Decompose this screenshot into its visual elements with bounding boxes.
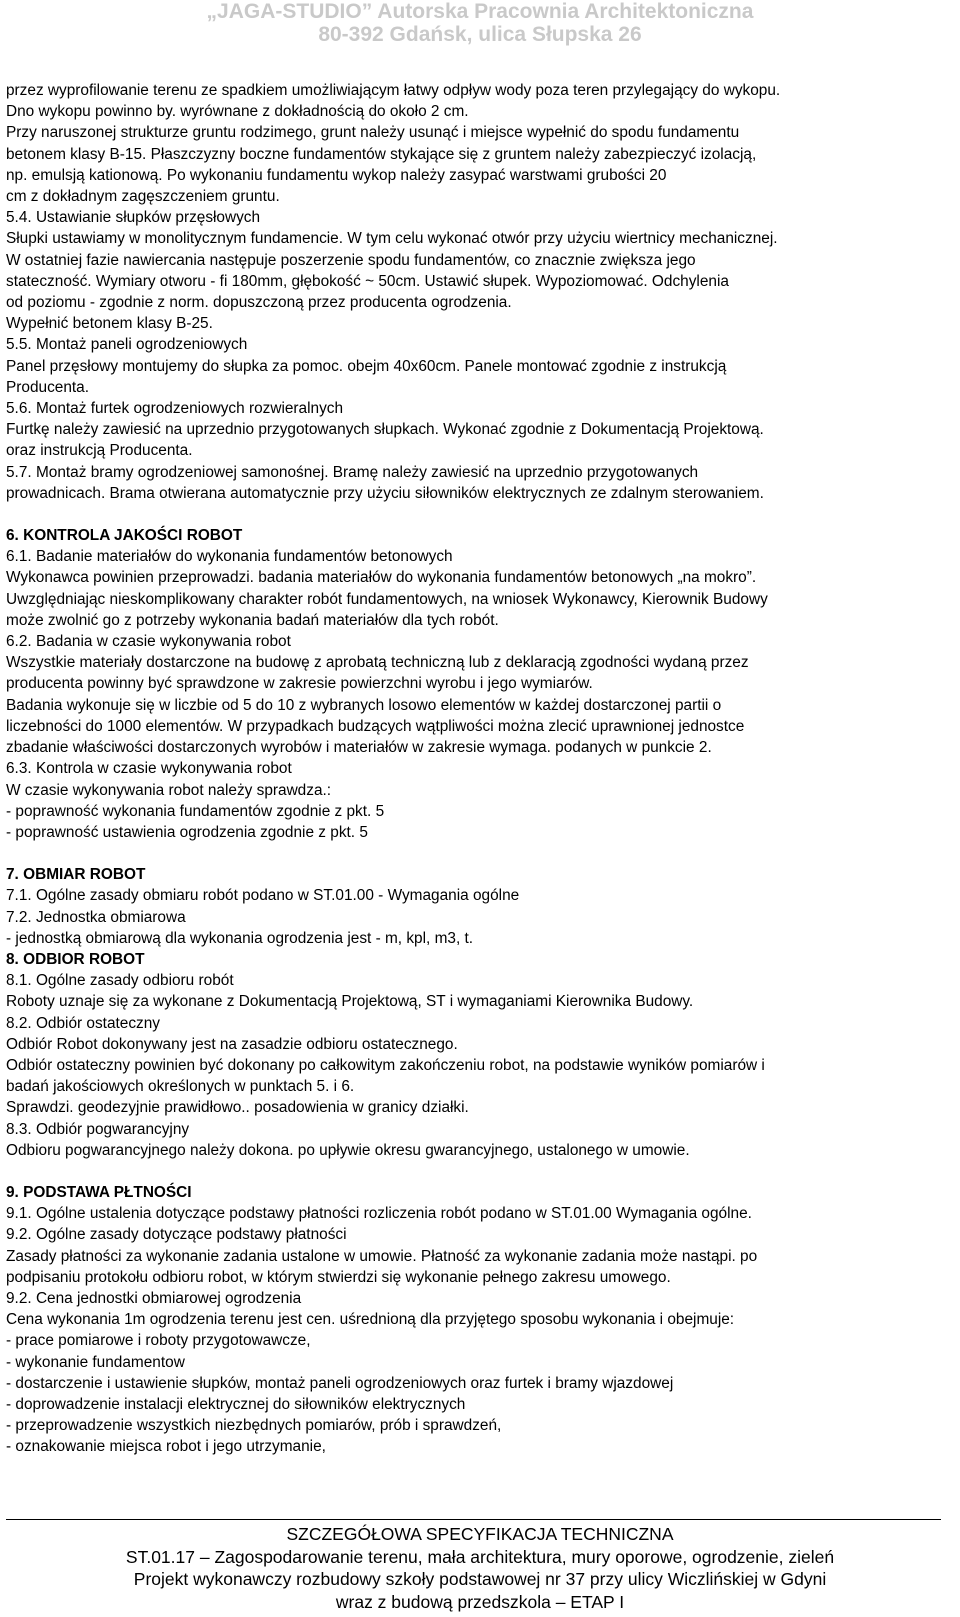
- list-item: - prace pomiarowe i roboty przygotowawcze,: [6, 1332, 311, 1350]
- blank-line: [6, 504, 941, 525]
- text-line: Badania wykonuje się w liczbie od 5 do 10 z wybranych losowo elementów w każdej dostarczonej partii o: [6, 696, 722, 714]
- document-body: [6, 80, 941, 1458]
- text-line: cm z dokładnym zagęszczeniem gruntu.: [6, 188, 280, 206]
- text-line: od poziomu - zgodnie z norm. dopuszczoną przez producenta ogrodzenia.: [6, 294, 512, 312]
- text-line: oraz instrukcją Producenta.: [6, 442, 193, 460]
- subsection-heading: 8.3. Odbiór pogwarancyjny: [6, 1120, 190, 1138]
- text-line: Panel przęsłowy montujemy do słupka za pomoc. obejm 40x60cm. Panele montować zgodnie z instrukcją: [6, 357, 727, 375]
- list-item: - jednostką obmiarową dla wykonania ogrodzenia jest - m, kpl, m3, t.: [6, 929, 474, 947]
- section-heading-9: 9. PODSTAWA PŁTNOŚCI: [6, 1183, 192, 1201]
- text-line: przez wyprofilowanie terenu ze spadkiem umożliwiającym łatwy odpływ wody poza teren przylegający do wykopu.: [6, 82, 781, 99]
- text-line: Producenta.: [6, 378, 89, 396]
- section-heading-6: 6. KONTROLA JAKOŚCI ROBOT: [6, 527, 243, 545]
- header-address: 80-392 Gdańsk, ulica Słupska 26: [318, 23, 642, 46]
- text-line: Cena wykonania 1m ogrodzenia terenu jest cen. uśrednioną dla przyjętego sposobu wykonania i obejmuje:: [6, 1311, 735, 1329]
- section-heading-8: 8. ODBIOR ROBOT: [6, 950, 145, 968]
- subsection-heading: 5.4. Ustawianie słupków przęsłowych: [6, 209, 261, 227]
- text-line: Słupki ustawiamy w monolitycznym fundamencie. W tym celu wykonać otwór przy użyciu wiertnicy mechanicznej.: [6, 230, 778, 248]
- text-line: badań jakościowych określonych w punktach 5. i 6.: [6, 1078, 355, 1096]
- text-line: Przy naruszonej strukturze gruntu rodzimego, grunt należy usunąć i miejsce wypełnić do spodu fundamentu: [6, 124, 740, 142]
- list-item: - poprawność ustawienia ogrodzenia zgodnie z pkt. 5: [6, 823, 368, 841]
- blank-line: [6, 843, 941, 864]
- list-item: - poprawność wykonania fundamentów zgodnie z pkt. 5: [6, 802, 385, 820]
- footer-spec-code: ST.01.17 – Zagospodarowanie terenu, mała architektura, mury oporowe, ogrodzenie, zieleń: [125, 1546, 835, 1567]
- subsection-heading: 9.2. Cena jednostki obmiarowej ogrodzenia: [6, 1289, 302, 1307]
- subsection-heading: 6.1. Badanie materiałów do wykonania fundamentów betonowych: [6, 548, 453, 566]
- subsection-heading: 5.5. Montaż paneli ogrodzeniowych: [6, 336, 248, 354]
- text-line: podpisaniu protokołu odbioru robot, w którym stwierdzi się wykonanie pełnego zakresu umowego.: [6, 1268, 671, 1286]
- blank-line: [6, 1161, 941, 1182]
- footer-spec-title: SZCZEGÓŁOWA SPECYFIKACJA TECHNICZNA: [286, 1524, 674, 1544]
- text-line: Roboty uznaje się za wykonane z Dokumentacją Projektową, ST i wymaganiami Kierownika Budowy.: [6, 993, 694, 1011]
- text-line: Sprawdzi. geodezyjnie prawidłowo.. posadowienia w granicy działki.: [6, 1099, 469, 1117]
- text-line: betonem klasy B-15. Płaszczyzny boczne fundamentów stykające się z gruntem należy zabezpieczyć izolacją,: [6, 145, 757, 163]
- text-line: prowadnicach. Brama otwierana automatycznie przy użyciu siłowników elektrycznych ze zdalnym sterowaniem.: [6, 484, 764, 502]
- text-line: Wszystkie materiały dostarczone na budowę z aprobatą techniczną lub z deklaracją zgodności wydaną przez: [6, 654, 749, 672]
- text-line: Uwzględniając nieskomplikowany charakter robót fundamentowych, na wniosek Wykonawcy, Kierownik Budowy: [6, 590, 768, 608]
- subsection-heading: 5.6. Montaż furtek ogrodzeniowych rozwieralnych: [6, 400, 344, 418]
- text-line: W ostatniej fazie nawiercania następuje poszerzenie spodu fundamentów, co znacznie zwiększa jego: [6, 251, 696, 269]
- header-company-name: „JAGA-STUDIO” Autorska Pracownia Architektoniczna: [206, 0, 754, 23]
- text-line: Odbiór ostateczny powinien być dokonany po całkowitym zakończeniu robot, na podstawie wyników pomiarów i: [6, 1056, 765, 1074]
- text-line: Wykonawca powinien przeprowadzi. badania materiałów do wykonania fundamentów betonowych „na mokro”.: [6, 569, 757, 587]
- list-item: - wykonanie fundamentow: [6, 1353, 185, 1371]
- subsection-heading: 8.1. Ogólne zasady odbioru robót: [6, 972, 234, 990]
- text-line: producenta powinny być sprawdzone w zakresie powierzchni wyrobu i jego wymiarów.: [6, 675, 593, 693]
- subsection-heading: 9.1. Ogólne ustalenia dotyczące podstawy płatności rozliczenia robót podano w ST.01.00 Wymagania ogólne.: [6, 1205, 752, 1223]
- footer-project-stage: wraz z budową przedszkola – ETAP I: [335, 1591, 625, 1612]
- subsection-heading: 8.2. Odbiór ostateczny: [6, 1014, 160, 1032]
- list-item: - doprowadzenie instalacji elektrycznej do siłowników elektrycznych: [6, 1395, 466, 1413]
- text-line: Odbioru pogwarancyjnego należy dokona. po upływie okresu gwarancyjnego, ustalonego w umowie.: [6, 1141, 690, 1159]
- page-footer: [0, 1523, 960, 1613]
- text-line: liczebności do 1000 elementów. W przypadkach budzących wątpliwości można zlecić uprawnionej jednostce: [6, 717, 745, 735]
- subsection-heading: 7.2. Jednostka obmiarowa: [6, 908, 186, 926]
- text-line: stateczność. Wymiary otworu - fi 180mm, głębokość ~ 50cm. Ustawić słupek. Wypoziomować. Odchylenia: [6, 272, 729, 290]
- text-line: Zasady płatności za wykonanie zadania ustalone w umowie. Płatność za wykonanie zadania może nastąpi. po: [6, 1247, 758, 1265]
- subsection-heading: 9.2. Ogólne zasady dotyczące podstawy płatności: [6, 1226, 347, 1244]
- list-item: - przeprowadzenie wszystkich niezbędnych pomiarów, prób i sprawdzeń,: [6, 1417, 502, 1435]
- text-line: Furtkę należy zawiesić na uprzednio przygotowanych słupkach. Wykonać zgodnie z Dokumentacją Projektową.: [6, 421, 764, 439]
- list-item: - dostarczenie i ustawienie słupków, montaż paneli ogrodzeniowych oraz furtek i bramy wjazdowej: [6, 1374, 674, 1392]
- subsection-heading: 7.1. Ogólne zasady obmiaru robót podano w ST.01.00 - Wymagania ogólne: [6, 887, 520, 905]
- text-line: Odbiór Robot dokonywany jest na zasadzie odbioru ostatecznego.: [6, 1035, 458, 1053]
- footer-divider: [6, 1519, 941, 1520]
- subsection-heading: 6.3. Kontrola w czasie wykonywania robot: [6, 760, 292, 778]
- subsection-heading: 6.2. Badania w czasie wykonywania robot: [6, 633, 291, 651]
- text-line: zbadanie właściwości dostarczonych wyrobów i materiałów w zakresie wymaga. podanych w punkcie 2.: [6, 739, 712, 757]
- subsection-heading: 5.7. Montaż bramy ogrodzeniowej samonośnej. Bramę należy zawiesić na uprzednio przygotowanych: [6, 463, 699, 481]
- page-header: [0, 0, 960, 60]
- text-line: Dno wykopu powinno by. wyrównane z dokładnością do około 2 cm.: [6, 103, 469, 121]
- text-line: Wypełnić betonem klasy B-25.: [6, 315, 213, 333]
- text-line: W czasie wykonywania robot należy sprawdza.:: [6, 781, 332, 799]
- text-line: np. emulsją kationową. Po wykonaniu fundamentu wykop należy zasypać warstwami grubości 20: [6, 166, 667, 184]
- section-heading-7: 7. OBMIAR ROBOT: [6, 866, 146, 884]
- text-line: może zwolnić go z potrzeby wykonania badań materiałów dla tych robót.: [6, 611, 499, 629]
- footer-project-name: Projekt wykonawczy rozbudowy szkoły podstawowej nr 37 przy ulicy Wiczlińskiej w Gdyni: [133, 1569, 827, 1589]
- list-item: - oznakowanie miejsca robot i jego utrzymanie,: [6, 1438, 326, 1456]
